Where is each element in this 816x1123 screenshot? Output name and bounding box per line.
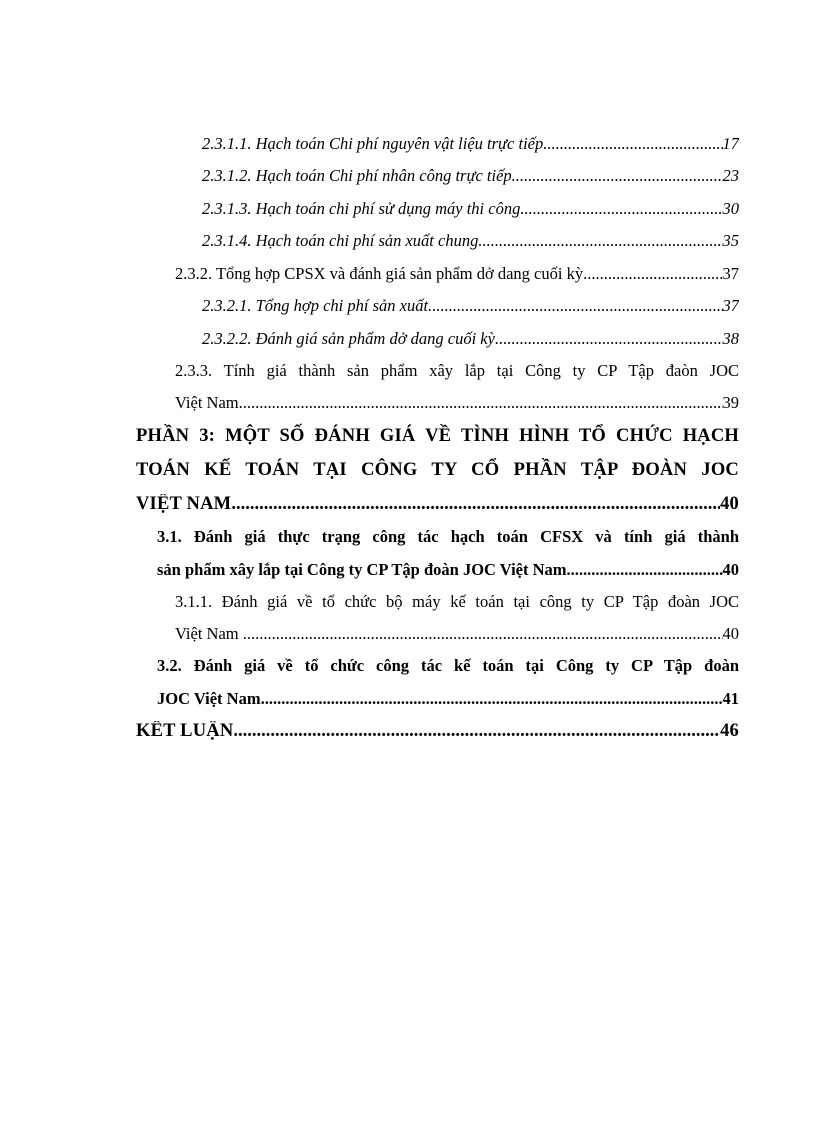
toc-leader-dots bbox=[432, 296, 722, 316]
toc-leader-dots bbox=[247, 624, 723, 644]
toc-leader-dots bbox=[547, 134, 722, 154]
toc-entry-3-1-line2[interactable] bbox=[157, 560, 739, 580]
toc-entry-text: 2.3.2. Tổng hợp CPSX và đánh giá sản phẩm dở dang cuối kỳ. bbox=[175, 264, 588, 283]
toc-entry-text: 2.3.2.2. Đánh giá sản phẩm dở dang cuối kỳ. bbox=[202, 329, 500, 348]
toc-page-number: 39 bbox=[722, 393, 739, 412]
toc-entry-2-3-1-1[interactable] bbox=[202, 134, 739, 154]
toc-page-number: 37 bbox=[722, 264, 739, 283]
toc-entry-text: JOC Việt Nam bbox=[157, 689, 261, 708]
toc-page-number: 30 bbox=[722, 199, 739, 218]
toc-entry-phan-3-line3[interactable] bbox=[136, 494, 739, 514]
toc-entry-2-3-1-4[interactable] bbox=[202, 231, 739, 251]
toc-entry-3-2-line1[interactable]: 3.2. Đánh giá về tổ chức công tác kế toán tại Công ty CP Tập đoàn bbox=[157, 656, 739, 675]
toc-page-number: 40 bbox=[722, 624, 739, 643]
toc-page-number: 23 bbox=[722, 166, 739, 185]
toc-leader-dots bbox=[261, 689, 723, 709]
toc-entry-2-3-1-2[interactable] bbox=[202, 166, 739, 186]
toc-entry-text: Việt Nam bbox=[175, 393, 239, 412]
toc-leader-dots bbox=[516, 166, 723, 186]
toc-entry-3-1-1-line1[interactable]: 3.1.1. Đánh giá về tổ chức bộ máy kế toán tại công ty CP Tập đoàn JOC bbox=[175, 592, 739, 611]
toc-leader-dots bbox=[239, 393, 723, 413]
toc-page-number: 40 bbox=[720, 494, 739, 514]
toc-page-number: 41 bbox=[722, 689, 739, 708]
toc-entry-text: 2.3.1.3. Hạch toán chi phí sử dụng máy thi công. bbox=[202, 199, 525, 218]
toc-entry-2-3-2-1[interactable] bbox=[202, 296, 739, 316]
toc-leader-dots bbox=[499, 329, 722, 349]
toc-entry-text: 2.3.1.1. Hạch toán Chi phí nguyên vật liệu trực tiếp. bbox=[202, 134, 548, 153]
toc-page-number: 17 bbox=[722, 134, 739, 153]
toc-page-number: 46 bbox=[720, 721, 739, 741]
toc-entry-2-3-3-line1[interactable]: 2.3.3. Tính giá thành sản phẩm xây lắp tại Công ty CP Tập đaòn JOC bbox=[175, 361, 739, 380]
toc-leader-dots bbox=[233, 721, 720, 741]
toc-entry-3-2-line2[interactable] bbox=[157, 689, 739, 709]
toc-entry-phan-3-line2[interactable]: TOÁN KẾ TOÁN TẠI CÔNG TY CỔ PHẦN TẬP ĐOÀN JOC bbox=[136, 460, 739, 480]
toc-page-number: 37 bbox=[722, 296, 739, 315]
toc-leader-dots bbox=[231, 494, 720, 514]
toc-entry-2-3-2-2[interactable] bbox=[202, 329, 739, 349]
toc-entry-2-3-1-3[interactable] bbox=[202, 199, 739, 219]
toc-page-number: 40 bbox=[722, 560, 739, 579]
toc-entry-text: sản phẩm xây lắp tại Công ty CP Tập đoàn JOC Việt Nam bbox=[157, 560, 567, 579]
toc-page-number: 38 bbox=[722, 329, 739, 348]
toc-entry-text: KẾT LUẬN bbox=[136, 721, 234, 741]
toc-leader-dots bbox=[524, 199, 722, 219]
toc-entry-text: VIỆT NAM bbox=[136, 494, 232, 514]
toc-entry-text: 2.3.1.2. Hạch toán Chi phí nhân công trực tiếp. bbox=[202, 166, 516, 185]
toc-entry-text: 2.3.2.1. Tổng hợp chi phí sản xuất. bbox=[202, 296, 433, 315]
toc-leader-dots bbox=[587, 264, 722, 284]
toc-leader-dots bbox=[482, 231, 722, 251]
toc-leader-dots bbox=[567, 560, 723, 580]
toc-entry-text: Việt Nam . bbox=[175, 624, 247, 643]
toc-page-number: 35 bbox=[722, 231, 739, 250]
toc-entry-2-3-2[interactable] bbox=[175, 264, 739, 284]
toc-entry-text: 2.3.1.4. Hạch toán chi phí sản xuất chung. bbox=[202, 231, 483, 250]
toc-entry-phan-3-line1[interactable]: PHẦN 3: MỘT SỐ ĐÁNH GIÁ VỀ TÌNH HÌNH TỔ CHỨC HẠCH bbox=[136, 426, 739, 446]
toc-entry-3-1-1-line2[interactable] bbox=[175, 624, 739, 644]
toc-entry-3-1-line1[interactable]: 3.1. Đánh giá thực trạng công tác hạch toán CFSX và tính giá thành bbox=[157, 527, 739, 546]
toc-entry-2-3-3-line2[interactable] bbox=[175, 393, 739, 413]
toc-entry-ket-luan[interactable] bbox=[136, 721, 739, 741]
